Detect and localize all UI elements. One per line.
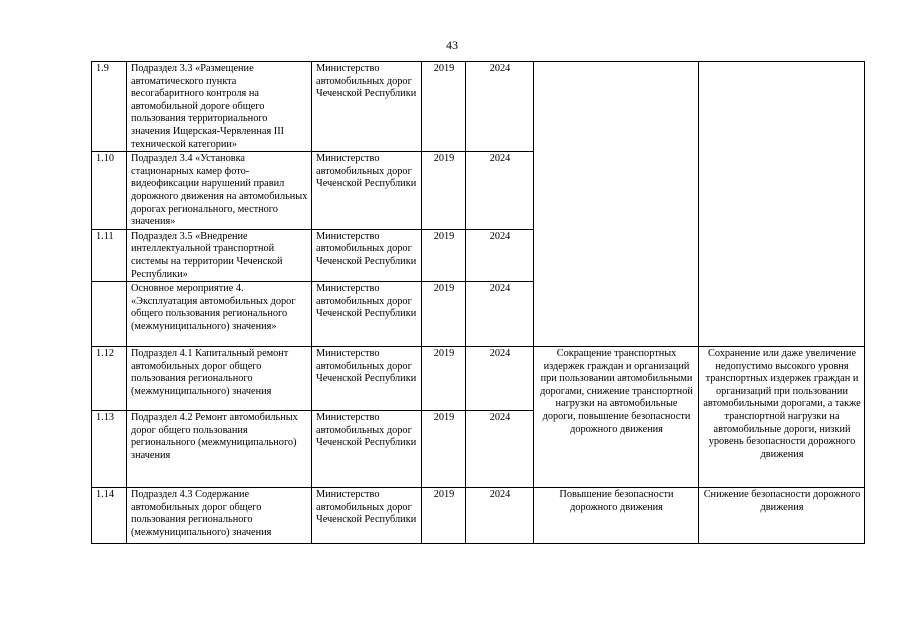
table-row — [92, 488, 865, 544]
end-year: 2024 — [466, 282, 534, 347]
executor: Министерство автомобильных дорог Чеченской Республики — [312, 229, 422, 281]
start-year: 2019 — [422, 229, 466, 281]
start-year: 2019 — [422, 282, 466, 347]
start-year: 2019 — [422, 488, 466, 544]
end-year: 2024 — [466, 152, 534, 230]
start-year: 2019 — [422, 152, 466, 230]
table-row — [92, 62, 865, 152]
measure-name: Подраздел 3.5 «Внедрение интеллектуальной транспортной системы на территории Чеченской Республики» — [127, 229, 312, 281]
start-year: 2019 — [422, 347, 466, 411]
measure-name: Подраздел 3.4 «Установка стационарных камер фото-видеофиксации нарушений правил дорожного движения на автомобильных дорогах регионального, местного значения» — [127, 152, 312, 230]
expected-result: Сокращение транспортных издержек граждан и организаций при пользовании автомобильными дорогами, снижение транспортной нагрузки на автомобильные дороги, повышение безопасности дорожного движения — [534, 347, 699, 488]
table-row — [92, 347, 865, 411]
expected-result: Повышение безопасности дорожного движения — [534, 488, 699, 544]
end-year: 2024 — [466, 62, 534, 152]
start-year: 2019 — [422, 411, 466, 488]
measures-table — [91, 61, 865, 544]
consequence: Сохранение или даже увеличение недопустимо высокого уровня транспортных издержек граждан и организаций при пользовании автомобильными дорогами, а также транспортной нагрузки на автомобильные дороги, низкий уровень безопасности дорожного движения — [699, 347, 865, 488]
end-year: 2024 — [466, 411, 534, 488]
executor: Министерство автомобильных дорог Чеченской Республики — [312, 411, 422, 488]
executor: Министерство автомобильных дорог Чеченской Республики — [312, 152, 422, 230]
executor: Министерство автомобильных дорог Чеченской Республики — [312, 488, 422, 544]
consequence-empty-cell — [699, 62, 865, 347]
executor: Министерство автомобильных дорог Чеченской Республики — [312, 282, 422, 347]
result-empty-cell — [534, 62, 699, 347]
row-number: 1.12 — [92, 347, 127, 411]
end-year: 2024 — [466, 347, 534, 411]
measure-name: Подраздел 4.3 Содержание автомобильных дорог общего пользования регионального (межмуниципального) значения — [127, 488, 312, 544]
row-number: 1.9 — [92, 62, 127, 152]
page-number: 43 — [446, 38, 458, 52]
row-number: 1.11 — [92, 229, 127, 281]
end-year: 2024 — [466, 488, 534, 544]
executor: Министерство автомобильных дорог Чеченской Республики — [312, 347, 422, 411]
end-year: 2024 — [466, 229, 534, 281]
consequence: Снижение безопасности дорожного движения — [699, 488, 865, 544]
row-number: 1.13 — [92, 411, 127, 488]
row-number: 1.14 — [92, 488, 127, 544]
measure-name: Основное мероприятие 4. «Эксплуатация автомобильных дорог общего пользования регионального (межмуниципального) значения» — [127, 282, 312, 347]
measure-name: Подраздел 4.1 Капитальный ремонт автомобильных дорог общего пользования регионального (межмуниципального) значения — [127, 347, 312, 411]
start-year: 2019 — [422, 62, 466, 152]
row-number: 1.10 — [92, 152, 127, 230]
measure-name: Подраздел 4.2 Ремонт автомобильных дорог общего пользования регионального (межмуниципального) значения — [127, 411, 312, 488]
row-number — [92, 282, 127, 347]
executor: Министерство автомобильных дорог Чеченской Республики — [312, 62, 422, 152]
measure-name: Подраздел 3.3 «Размещение автоматического пункта весогабаритного контроля на автомобильной дороге общего пользования территориального значения Ищерская-Червленная III технической категории» — [127, 62, 312, 152]
